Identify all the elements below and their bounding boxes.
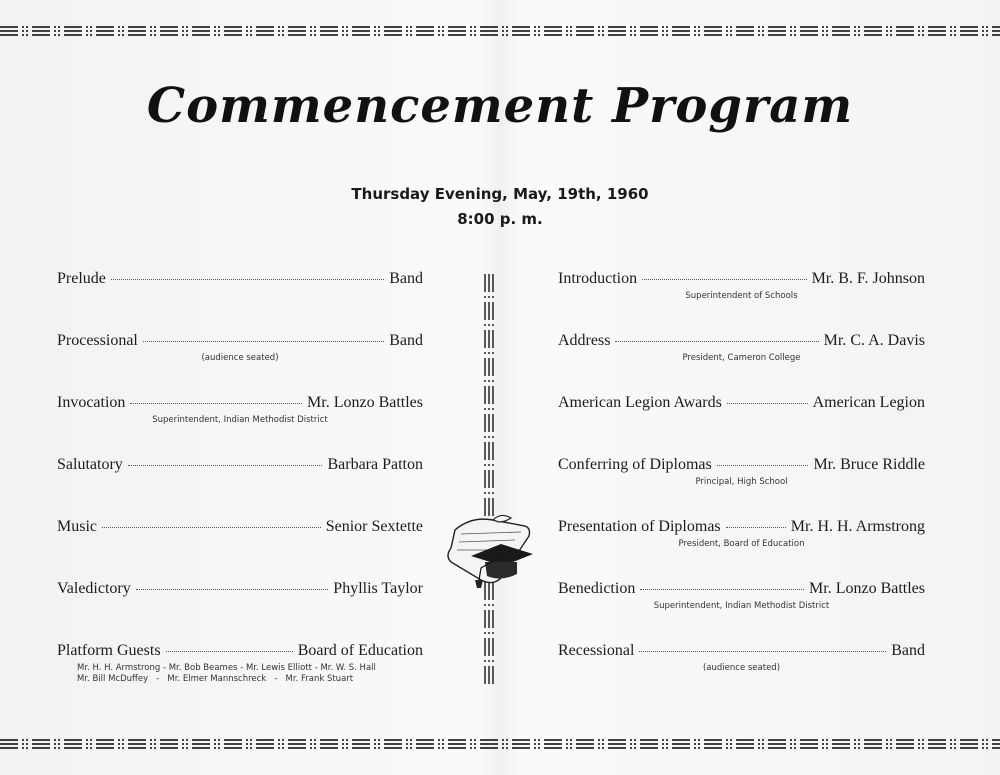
program-item-valedictory	[57, 580, 423, 598]
guests-line: Mr. H. H. Armstrong - Mr. Bob Beames - Mr. Lewis Elliott - Mr. W. S. Hall	[77, 663, 376, 673]
item-label: Salutatory	[57, 456, 123, 473]
program-item-platform-guests	[57, 642, 423, 685]
dotted-leader	[615, 340, 818, 342]
dotted-leader	[727, 402, 808, 404]
dotted-leader	[130, 402, 302, 404]
item-label: Platform Guests	[57, 642, 161, 659]
dotted-leader	[726, 526, 786, 528]
item-performer: Mr. Lonzo Battles	[809, 580, 925, 597]
program-item-address	[558, 332, 925, 363]
program-time: 8:00 p. m.	[457, 210, 543, 228]
item-label: Benediction	[558, 580, 636, 597]
dotted-leader	[640, 588, 804, 590]
item-performer: Mr. B. F. Johnson	[811, 270, 925, 287]
platform-guests-list	[57, 663, 423, 685]
dotted-leader	[111, 278, 384, 280]
item-label: Recessional	[558, 642, 635, 659]
item-label: Processional	[57, 332, 138, 349]
item-performer: American Legion	[812, 394, 925, 411]
program-item-conferring-of-diplomas	[558, 456, 925, 487]
item-note: Superintendent of Schools	[685, 291, 798, 301]
item-performer: Phyllis Taylor	[333, 580, 423, 597]
item-note: Superintendent, Indian Methodist District	[152, 415, 328, 425]
item-performer: Band	[389, 332, 423, 349]
program-item-benediction	[558, 580, 925, 611]
item-note: President, Cameron College	[682, 353, 801, 363]
center-decorative-divider	[484, 274, 494, 686]
program-item-salutatory	[57, 456, 423, 474]
program-item-american-legion-awards	[558, 394, 925, 412]
item-note: President, Board of Education	[678, 539, 805, 549]
item-performer: Barbara Patton	[327, 456, 423, 473]
dotted-leader	[166, 650, 293, 652]
bottom-decorative-border	[0, 739, 1000, 749]
program-title: Commencement Program	[146, 78, 854, 134]
dotted-leader	[102, 526, 321, 528]
item-note: Principal, High School	[695, 477, 788, 487]
program-item-invocation	[57, 394, 423, 425]
item-note: (audience seated)	[702, 663, 781, 673]
dotted-leader	[639, 650, 886, 652]
program-item-presentation-of-diplomas	[558, 518, 925, 549]
item-label: Music	[57, 518, 97, 535]
program-item-introduction	[558, 270, 925, 301]
guests-line: Mr. Bill McDuffey - Mr. Elmer Mannschreck - Mr. Frank Stuart	[77, 674, 354, 684]
item-label: Prelude	[57, 270, 106, 287]
program-item-recessional	[558, 642, 925, 673]
top-decorative-border	[0, 26, 1000, 36]
item-note: (audience seated)	[201, 353, 279, 363]
item-performer: Band	[389, 270, 423, 287]
item-label: Invocation	[57, 394, 126, 411]
program-item-prelude	[57, 270, 423, 288]
item-performer: Mr. Lonzo Battles	[307, 394, 423, 411]
item-label: American Legion Awards	[558, 394, 722, 411]
dotted-leader	[143, 340, 384, 342]
item-performer: Mr. C. A. Davis	[823, 332, 925, 349]
item-label: Presentation of Diplomas	[558, 518, 721, 535]
item-performer: Senior Sextette	[325, 518, 423, 535]
program-date: Thursday Evening, May, 19th, 1960	[351, 185, 649, 203]
item-performer: Mr. Bruce Riddle	[813, 456, 925, 473]
item-label: Conferring of Diplomas	[558, 456, 712, 473]
dotted-leader	[136, 588, 329, 590]
item-label: Address	[558, 332, 611, 349]
item-performer: Mr. H. H. Armstrong	[790, 518, 925, 535]
item-note: Superintendent, Indian Methodist District	[653, 601, 830, 611]
program-item-music	[57, 518, 423, 536]
item-performer: Board of Education	[297, 642, 423, 659]
item-label: Introduction	[558, 270, 638, 287]
diploma-and-mortarboard-icon	[441, 508, 537, 588]
item-performer: Band	[891, 642, 925, 659]
dotted-leader	[717, 464, 809, 466]
dotted-leader	[642, 278, 806, 280]
item-label: Valedictory	[57, 580, 131, 597]
program-item-processional	[57, 332, 423, 363]
dotted-leader	[128, 464, 323, 466]
